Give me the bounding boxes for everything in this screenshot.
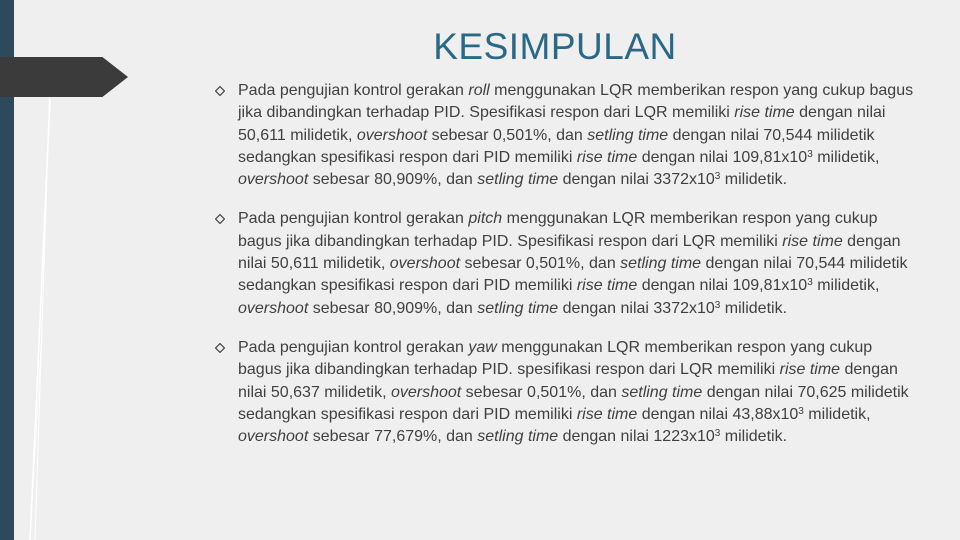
bullet-item-roll [214, 80, 914, 191]
bullet-item-pitch [214, 208, 914, 319]
bullet-text: Pada pengujian kontrol gerakan yaw menggunakan LQR memberikan respon yang cukup bagus jika dibandingkan terhadap PID. spesifikasi respon dari LQR memiliki rise time dengan nilai 50,637 milidetik, overshoot sebesar 0,501%, dan setling time dengan nilai 70,625 milidetik sedangkan spesifikasi respon dari PID memiliki rise time dengan nilai $43,88x10^3$ milidetik, overshoot sebesar 77,679%, dan setling time dengan nilai $1223x10^3$ milidetik. [238, 338, 909, 446]
bullet-text: Pada pengujian kontrol gerakan roll menggunakan LQR memberikan respon yang cukup bagus jika dibandingkan terhadap PID. Spesifikasi respon dari LQR memiliki rise time dengan nilai 50,611 milidetik, overshoot sebesar 0,501%, dan setling time dengan nilai 70,544 milidetik sedangkan spesifikasi respon dari PID memiliki rise time dengan nilai $109,81x10^3$ milidetik, overshoot sebesar 80,909%, dan setling time dengan nilai $3372x10^3$ milidetik. [238, 82, 914, 189]
diamond-outline-icon [215, 343, 225, 353]
slide-title: KESIMPULAN [433, 26, 677, 67]
bullet-item-yaw [214, 337, 914, 448]
diamond-outline-icon [215, 86, 225, 96]
bullet-text: Pada pengujian kontrol gerakan pitch menggunakan LQR memberikan respon yang cukup bagus jika dibandingkan terhadap PID. Spesifikasi respon dari LQR memiliki rise time dengan nilai 50,611 milidetik, overshoot sebesar 0,501%, dan setling time dengan nilai 70,544 milidetik sedangkan spesifikasi respon dari PID memiliki rise time dengan nilai $109,81x10^3$ milidetik, overshoot sebesar 80,909%, dan setling time dengan nilai $3372x10^3$ milidetik. [238, 210, 908, 317]
bullet-list [214, 80, 914, 465]
diamond-outline-icon [215, 214, 225, 224]
